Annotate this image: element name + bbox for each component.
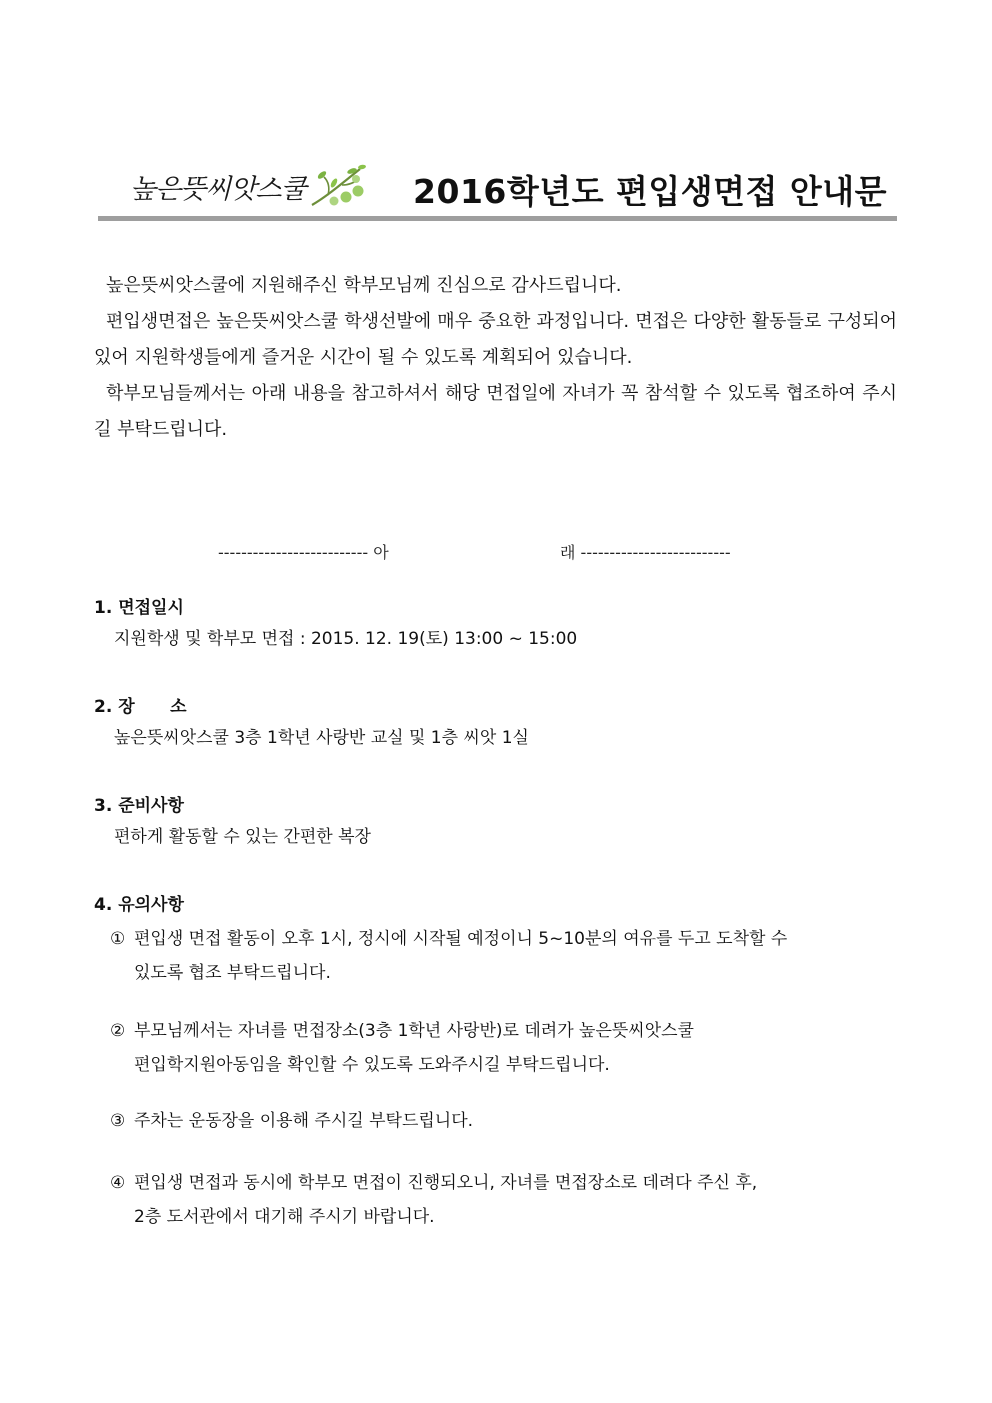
section-preparation <box>94 792 897 854</box>
list-item <box>110 1104 900 1138</box>
note-number: ① <box>110 929 126 949</box>
list-item <box>110 1166 900 1234</box>
intro-paragraph-3: 학부모님들께서는 아래 내용을 참고하셔서 해당 면접일에 자녀가 꼭 참석할 수 있도록 협조하여 주시길 부탁드립니다. <box>94 383 897 440</box>
section-divider <box>218 540 778 568</box>
document-header <box>100 158 897 214</box>
section-body: 지원학생 및 학부모 면접 : 2015. 12. 19(토) 13:00 ~ 15:00 <box>114 629 578 649</box>
note-line: 편입생 면접 활동이 오후 1시, 정시에 시작될 예정이니 5~10분의 여유를 두고 도착할 수 <box>134 929 788 949</box>
list-item <box>110 1014 900 1082</box>
note-line: 부모님께서는 자녀를 면접장소(3층 1학년 사랑반)로 데려가 높은뜻씨앗스쿨 <box>134 1021 694 1041</box>
note-line: 주차는 운동장을 이용해 주시길 부탁드립니다. <box>134 1111 474 1131</box>
document-title: 2016학년도 편입생면접 안내문 <box>413 172 887 211</box>
section-title: 1. 면접일시 <box>94 598 184 618</box>
section-notes <box>94 891 897 919</box>
note-line: 있도록 협조 부탁드립니다. <box>134 963 331 983</box>
section-body: 편하게 활동할 수 있는 간편한 복장 <box>114 827 371 847</box>
divider-right: 래 -------------------------- <box>560 543 731 562</box>
header-rule <box>98 216 897 221</box>
note-line: 2층 도서관에서 대기해 주시기 바랍니다. <box>134 1207 435 1227</box>
sprout-icon <box>308 163 368 209</box>
section-body: 높은뜻씨앗스쿨 3층 1학년 사랑반 교실 및 1층 씨앗 1실 <box>114 728 529 748</box>
note-number: ④ <box>110 1173 126 1193</box>
section-title: 2. 장 소 <box>94 697 187 717</box>
intro-text <box>94 268 897 448</box>
note-line: 편입학지원아동임을 확인할 수 있도록 도와주시길 부탁드립니다. <box>134 1055 610 1075</box>
section-schedule <box>94 594 897 656</box>
list-item <box>110 922 900 990</box>
section-location <box>94 693 897 755</box>
intro-paragraph-2: 편입생면접은 높은뜻씨앗스쿨 학생선발에 매우 중요한 과정입니다. 면접은 다양한 활동들로 구성되어 있어 지원학생들에게 즐거운 시간이 될 수 있도록 계획되어 있습니다. <box>94 311 897 368</box>
notes-list <box>110 920 900 1234</box>
note-number: ② <box>110 1021 126 1041</box>
note-number: ③ <box>110 1111 126 1131</box>
intro-paragraph-1: 높은뜻씨앗스쿨에 지원해주신 학부모님께 진심으로 감사드립니다. <box>106 275 622 296</box>
section-title: 4. 유의사항 <box>94 895 184 915</box>
divider-left: -------------------------- 아 <box>218 543 389 562</box>
note-line: 편입생 면접과 동시에 학부모 면접이 진행되오니, 자녀를 면접장소로 데려다 주신 후, <box>134 1173 758 1193</box>
school-logo <box>130 162 368 210</box>
section-title: 3. 준비사항 <box>94 796 184 816</box>
logo-text: 높은뜻씨앗스쿨 <box>130 173 306 205</box>
